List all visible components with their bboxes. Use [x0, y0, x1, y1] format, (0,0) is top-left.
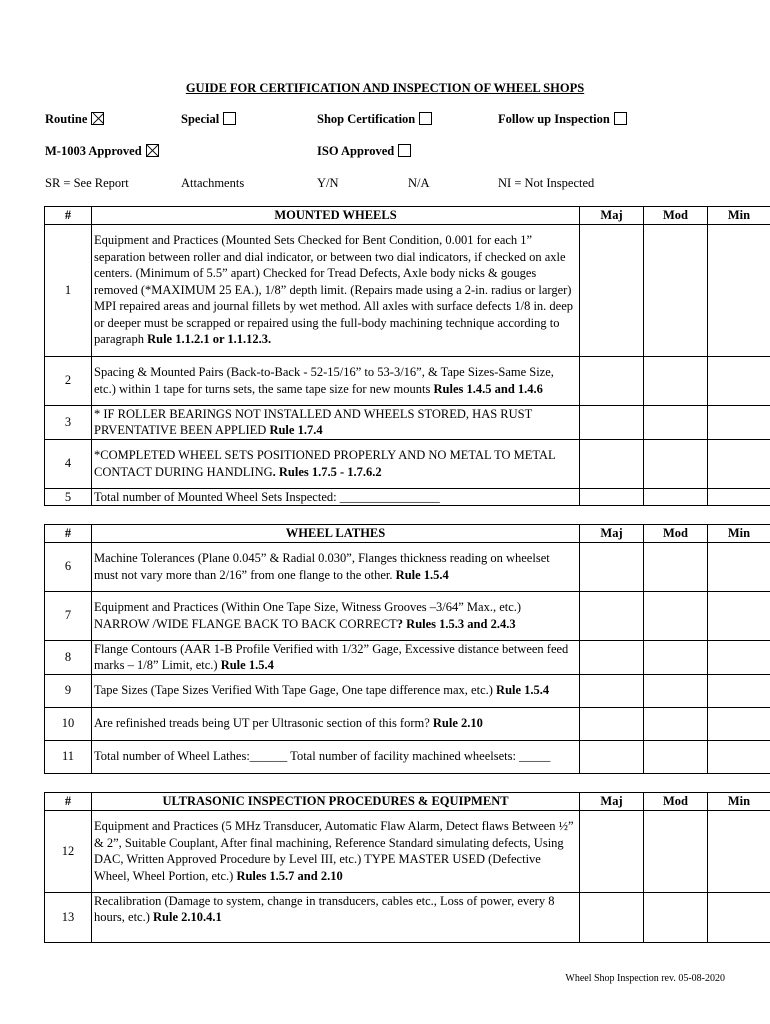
row-description: Total number of Mounted Wheel Sets Inspected: ________________ [92, 488, 580, 506]
legend-attachments: Attachments [181, 176, 245, 190]
table-row [45, 674, 770, 707]
maj-cell[interactable] [580, 591, 644, 640]
row-description: Recalibration (Damage to system, change in transducers, cables etc., Loss of power, every 8 hours, etc.) Rule 2.10.4.1 [92, 892, 580, 942]
row-number: 10 [45, 707, 92, 740]
mod-cell[interactable] [644, 674, 708, 707]
section-heading: MOUNTED WHEELS [92, 207, 580, 225]
row-description: Equipment and Practices (Mounted Sets Checked for Bent Condition, 0.001 for each 1” separation between roller and dial indicator, or between two dial indicators, if checked on axle centers. (Minimum of 5.5” apart) Checked for Tread Defects, Axle body nicks & gouges removed (*MAXIMUM 25 EA.), 1/8” depth limit. (Repairs made using a 2-in. radius or larger) MPI repaired areas and journal fillets by wet method. All axles with surface defects 1/8 in. deep or deeper must be scrapped or repaired using the full-body machining technique according to paragraph Rule 1.1.2.1 or 1.1.12.3. [92, 224, 580, 356]
mod-cell[interactable] [644, 810, 708, 892]
row-number: 3 [45, 405, 92, 439]
routine-option [45, 111, 104, 128]
maj-cell[interactable] [580, 224, 644, 356]
m1003-option [45, 143, 159, 160]
column-number-header: # [45, 525, 92, 543]
maj-cell[interactable] [580, 707, 644, 740]
maj-cell[interactable] [580, 405, 644, 439]
maj-cell[interactable] [580, 640, 644, 674]
routine-checkbox[interactable] [91, 112, 104, 125]
column-maj-header: Maj [580, 207, 644, 225]
row-description: Equipment and Practices (Within One Tape Size, Witness Grooves –3/64” Max., etc.) NARROW /WIDE FLANGE BACK TO BACK CORRECT? Rules 1.5.3 and 2.4.3 [92, 591, 580, 640]
mod-cell[interactable] [644, 740, 708, 773]
table-row [45, 542, 770, 591]
legend-not-inspected: NI = Not Inspected [498, 176, 595, 190]
row-number: 1 [45, 224, 92, 356]
min-cell[interactable] [708, 640, 770, 674]
min-cell[interactable] [708, 439, 770, 488]
table-row [45, 405, 770, 439]
mod-cell[interactable] [644, 707, 708, 740]
min-cell[interactable] [708, 707, 770, 740]
maj-cell[interactable] [580, 488, 644, 506]
table-row [45, 488, 770, 506]
column-mod-header: Mod [644, 207, 708, 225]
table-row [45, 707, 770, 740]
m1003-checkbox[interactable] [146, 144, 159, 157]
table-row [45, 356, 770, 405]
column-number-header: # [45, 793, 92, 811]
special-option [181, 111, 236, 128]
row-number: 8 [45, 640, 92, 674]
mounted-wheels-table [44, 206, 770, 506]
min-cell[interactable] [708, 405, 770, 439]
mod-cell[interactable] [644, 224, 708, 356]
maj-cell[interactable] [580, 810, 644, 892]
follow-up-label: Follow up Inspection [498, 112, 610, 126]
mod-cell[interactable] [644, 591, 708, 640]
iso-checkbox[interactable] [398, 144, 411, 157]
row-number: 5 [45, 488, 92, 506]
shop-certification-label: Shop Certification [317, 112, 416, 126]
mod-cell[interactable] [644, 439, 708, 488]
row-number: 12 [45, 810, 92, 892]
column-min-header: Min [708, 207, 770, 225]
legend-not-applicable: N/A [408, 176, 430, 190]
row-description: Tape Sizes (Tape Sizes Verified With Tape Gage, One tape difference max, etc.) Rule 1.5.4 [92, 674, 580, 707]
maj-cell[interactable] [580, 439, 644, 488]
section-heading: ULTRASONIC INSPECTION PROCEDURES & EQUIPMENT [92, 793, 580, 811]
mod-cell[interactable] [644, 488, 708, 506]
row-number: 11 [45, 740, 92, 773]
min-cell[interactable] [708, 542, 770, 591]
table-row [45, 591, 770, 640]
maj-cell[interactable] [580, 674, 644, 707]
row-description: Are refinished treads being UT per Ultrasonic section of this form? Rule 2.10 [92, 707, 580, 740]
shop-certification-option [317, 111, 432, 128]
row-description: Total number of Wheel Lathes:______ Total number of facility machined wheelsets: _____ [92, 740, 580, 773]
column-number-header: # [45, 207, 92, 225]
row-number: 13 [45, 892, 92, 942]
row-number: 2 [45, 356, 92, 405]
table-header-row [45, 525, 770, 543]
table-row [45, 740, 770, 773]
m1003-label: M-1003 Approved [45, 144, 142, 158]
special-label: Special [181, 112, 220, 126]
row-number: 6 [45, 542, 92, 591]
legend-yes-no: Y/N [317, 176, 339, 190]
mod-cell[interactable] [644, 640, 708, 674]
routine-label: Routine [45, 112, 88, 126]
min-cell[interactable] [708, 740, 770, 773]
follow-up-checkbox[interactable] [614, 112, 627, 125]
row-number: 9 [45, 674, 92, 707]
column-mod-header: Mod [644, 793, 708, 811]
min-cell[interactable] [708, 810, 770, 892]
section-heading: WHEEL LATHES [92, 525, 580, 543]
table-row [45, 640, 770, 674]
row-description: Machine Tolerances (Plane 0.045” & Radial 0.030”, Flanges thickness reading on wheelset must not vary more than 2/16” from one flange to the other. Rule 1.5.4 [92, 542, 580, 591]
row-description: Equipment and Practices (5 MHz Transducer, Automatic Flaw Alarm, Detect flaws Between ½” & 2”, Suitable Couplant, After final machining, Reference Standard simulating defects, Using DAC, Written Approved Procedure by Level III, etc.) TYPE MASTER USED (Defective Wheel, Wheel Portion, etc.) Rules 1.5.7 and 2.10 [92, 810, 580, 892]
min-cell[interactable] [708, 674, 770, 707]
column-mod-header: Mod [644, 525, 708, 543]
shop-certification-checkbox[interactable] [419, 112, 432, 125]
maj-cell[interactable] [580, 740, 644, 773]
column-maj-header: Maj [580, 793, 644, 811]
row-number: 7 [45, 591, 92, 640]
mod-cell[interactable] [644, 356, 708, 405]
mod-cell[interactable] [644, 405, 708, 439]
iso-option [317, 143, 411, 160]
table-header-row [45, 207, 770, 225]
column-maj-header: Maj [580, 525, 644, 543]
row-description: Spacing & Mounted Pairs (Back-to-Back - 52-15/16” to 53-3/16”, & Tape Sizes-Same Size, etc.) within 1 tape for turns sets, the same tape size for new mounts Rules 1.4.5 and 1.4.6 [92, 356, 580, 405]
min-cell[interactable] [708, 224, 770, 356]
column-min-header: Min [708, 525, 770, 543]
row-description: Flange Contours (AAR 1-B Profile Verified with 1/32” Gage, Excessive distance between feed marks – 1/8” Limit, etc.) Rule 1.5.4 [92, 640, 580, 674]
column-min-header: Min [708, 793, 770, 811]
row-description: * IF ROLLER BEARINGS NOT INSTALLED AND WHEELS STORED, HAS RUST PRVENTATIVE BEEN APPLIED Rule 1.7.4 [92, 405, 580, 439]
special-checkbox[interactable] [223, 112, 236, 125]
iso-label: ISO Approved [317, 144, 395, 158]
row-description: *COMPLETED WHEEL SETS POSITIONED PROPERLY AND NO METAL TO METAL CONTACT DURING HANDLING. Rules 1.7.5 - 1.7.6.2 [92, 439, 580, 488]
table-header-row [45, 793, 770, 811]
ultrasonic-table [44, 792, 770, 943]
table-row [45, 224, 770, 356]
wheel-lathes-table [44, 524, 770, 774]
table-row [45, 892, 770, 942]
min-cell[interactable] [708, 356, 770, 405]
maj-cell[interactable] [580, 892, 644, 942]
page-title: GUIDE FOR CERTIFICATION AND INSPECTION OF WHEEL SHOPS [185, 81, 585, 95]
row-number: 4 [45, 439, 92, 488]
table-row [45, 439, 770, 488]
legend-see-report: SR = See Report [45, 176, 129, 190]
page-footer: Wheel Shop Inspection rev. 05-08-2020 [565, 973, 725, 984]
maj-cell[interactable] [580, 356, 644, 405]
maj-cell[interactable] [580, 542, 644, 591]
min-cell[interactable] [708, 488, 770, 506]
follow-up-option [498, 111, 627, 128]
table-row [45, 810, 770, 892]
mod-cell[interactable] [644, 892, 708, 942]
min-cell[interactable] [708, 892, 770, 942]
min-cell[interactable] [708, 591, 770, 640]
mod-cell[interactable] [644, 542, 708, 591]
